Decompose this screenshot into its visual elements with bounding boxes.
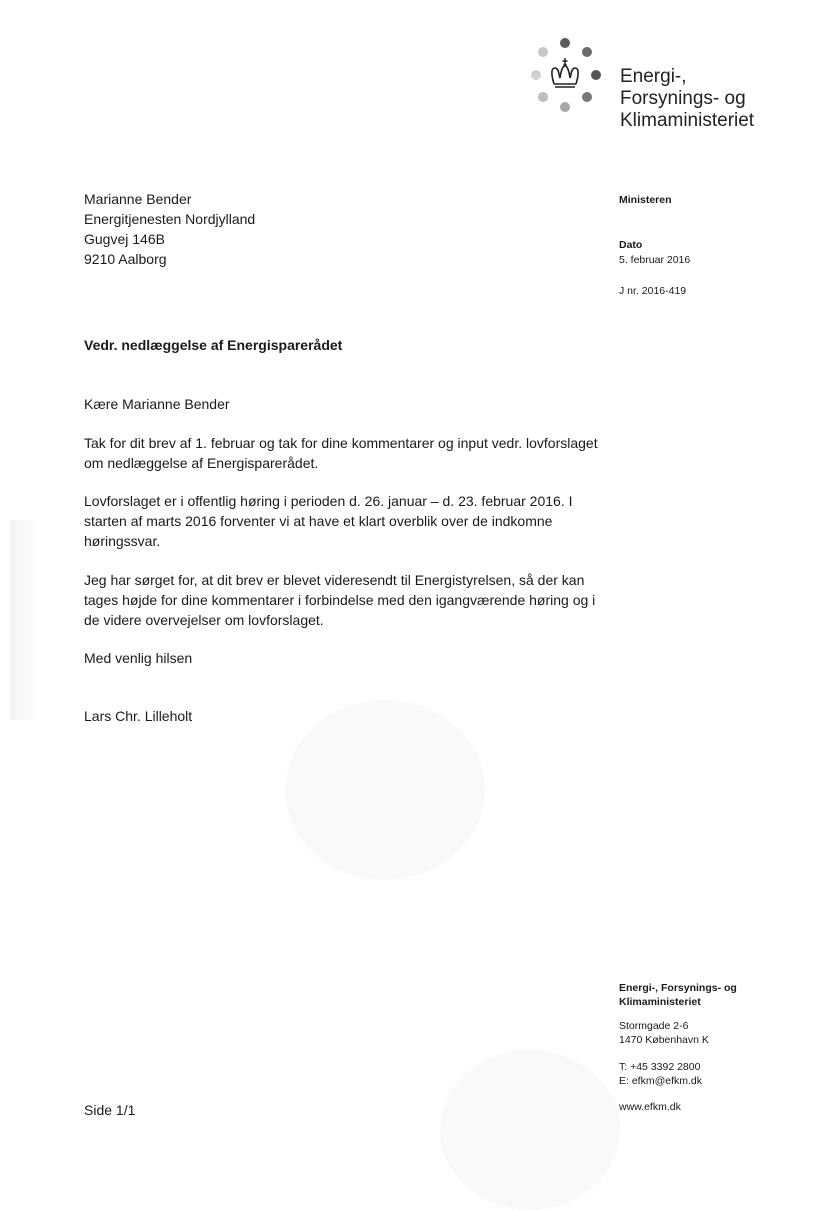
footer-website: www.efkm.dk — [619, 1101, 681, 1113]
paragraph-1 — [84, 433, 609, 473]
crown-dots-emblem-icon — [524, 34, 614, 124]
logo-line-1: Energi-, — [620, 66, 687, 87]
page-number: Side 1/1 — [84, 1102, 136, 1118]
sender-role: Ministeren — [619, 194, 672, 206]
footer-org-line: Klimaministeriet — [619, 996, 701, 1008]
logo-line-2: Forsynings- og — [620, 88, 746, 109]
scan-shadow — [10, 520, 40, 720]
signature: Lars Chr. Lilleholt — [84, 708, 193, 724]
footer-contact — [619, 1060, 702, 1088]
recipient-address — [84, 189, 255, 269]
paragraph-line: høringssvar. — [84, 533, 161, 549]
footer-email: E: efkm@efkm.dk — [619, 1075, 703, 1087]
paragraph-2 — [84, 491, 609, 551]
paragraph-line: de videre overvejelser om lovforslaget. — [84, 612, 324, 628]
paragraph-line: Tak for dit brev af 1. februar og tak for dine kommentarer og input vedr. lovforslaget — [84, 435, 598, 451]
footer-address — [619, 1019, 709, 1047]
ministry-logo — [524, 34, 784, 134]
paragraph-3 — [84, 570, 609, 630]
letter-date: 5. februar 2016 — [619, 254, 691, 266]
closing: Med venlig hilsen — [84, 650, 193, 666]
footer-org-line: Energi-, Forsynings- og — [619, 982, 737, 994]
paragraph-line: tages højde for dine kommentarer i forbindelse med den igangværende høring og i — [84, 592, 596, 608]
paragraph-line: Jeg har sørget for, at dit brev er blevet videresendt til Energistyrelsen, så der kan — [84, 572, 585, 588]
paragraph-line: om nedlæggelse af Energisparerådet. — [84, 455, 319, 471]
footer-city: 1470 København K — [619, 1034, 709, 1046]
paragraph-line: starten af marts 2016 forventer vi at have et klart overblik over de indkomne — [84, 513, 553, 529]
salutation: Kære Marianne Bender — [84, 396, 230, 412]
footer-phone: T: +45 3392 2800 — [619, 1061, 701, 1073]
date-label: Dato — [619, 239, 643, 251]
recipient-organisation: Energitjenesten Nordjylland — [84, 211, 256, 227]
recipient-name: Marianne Bender — [84, 191, 192, 207]
footer-organisation — [619, 981, 737, 1009]
paragraph-line: Lovforslaget er i offentlig høring i perioden d. 26. januar – d. 23. februar 2016. I — [84, 493, 573, 509]
ministry-name — [620, 66, 754, 132]
journal-number: J nr. 2016-419 — [619, 285, 687, 297]
recipient-street: Gugvej 146B — [84, 231, 165, 247]
letter-subject: Vedr. nedlæggelse af Energisparerådet — [84, 337, 343, 353]
scan-blot — [440, 1050, 620, 1210]
recipient-city: 9210 Aalborg — [84, 251, 167, 267]
logo-line-3: Klimaministeriet — [620, 110, 755, 131]
scan-blot — [285, 700, 485, 880]
footer-street: Stormgade 2-6 — [619, 1020, 689, 1032]
